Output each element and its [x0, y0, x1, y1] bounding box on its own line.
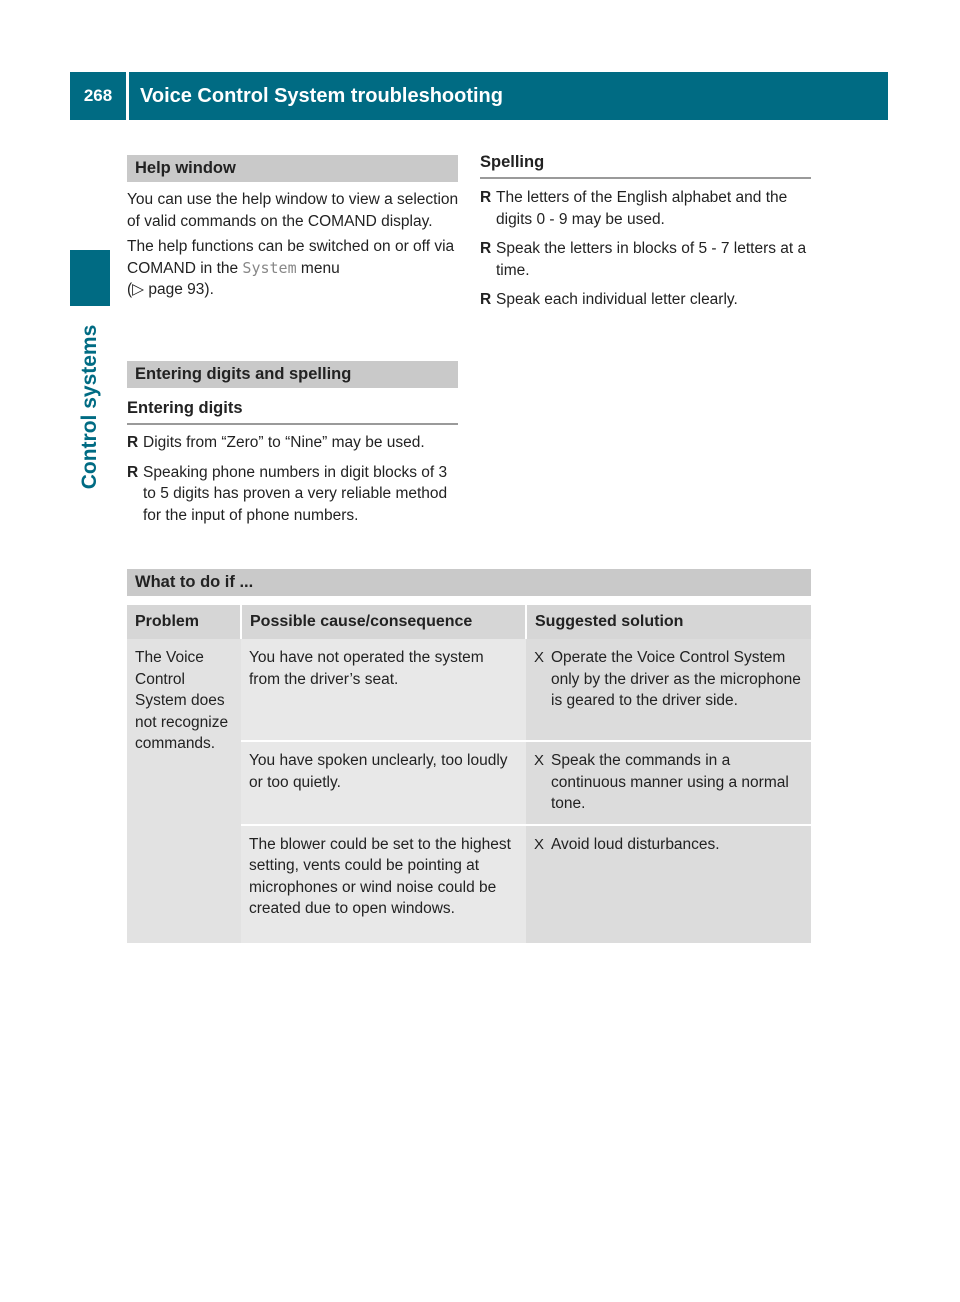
entering-digits-list [127, 432, 461, 534]
action-arrow-icon: X [534, 752, 545, 769]
help-window-heading: Help window [127, 155, 458, 182]
bullet-icon: R [480, 240, 492, 257]
list-item: R Speak the letters in blocks of 5 - 7 letters at a time. [480, 240, 807, 279]
list-item: R Digits from “Zero” to “Nine” may be used. [127, 432, 461, 454]
help-window-body [127, 189, 461, 301]
spelling-list [480, 187, 814, 319]
cause-cell: The blower could be set to the highest setting, vents could be pointing at microphones or wind noise could be created due to open windows. [241, 825, 526, 943]
table-header-row [127, 605, 811, 639]
digits-spelling-heading: Entering digits and spelling [127, 361, 458, 388]
bullet-icon: R [127, 434, 139, 451]
what-to-do-heading: What to do if ... [127, 569, 811, 596]
cause-cell: You have spoken unclearly, too loudly or too quietly. [241, 741, 526, 825]
entering-digits-heading: Entering digits [127, 399, 458, 425]
list-item: R Speak each individual letter clearly. [480, 289, 814, 311]
page-title: Voice Control System troubleshooting [140, 85, 503, 107]
help-window-para2-text: The help functions can be switched on or off via COMAND in the [127, 238, 455, 277]
bullet-icon: R [127, 463, 139, 481]
bullet-icon: R [480, 291, 492, 308]
help-window-para2 [127, 236, 461, 301]
column-header-cause: Possible cause/consequence [241, 605, 526, 639]
action-arrow-icon: X [534, 835, 545, 853]
column-header-solution: Suggested solution [526, 605, 811, 639]
solution-cell: X Avoid loud disturbances. [526, 825, 811, 943]
help-window-para2-text-end: menu [296, 259, 340, 277]
cause-cell: You have not operated the system from the driver’s seat. [241, 639, 526, 741]
table-row [127, 639, 811, 741]
solution-cell: X Operate the Voice Control System only by the driver as the microphone is geared to the driver side. [526, 639, 811, 741]
list-item: R Speaking phone numbers in digit blocks of 3 to 5 digits has proven a very reliable method for the input of phone numbers. [127, 463, 448, 524]
system-menu-name: System [242, 258, 297, 277]
list-item: R The letters of the English alphabet and the digits 0 - 9 may be used. [480, 189, 788, 228]
column-header-problem: Problem [127, 605, 241, 639]
page-reference: (▷ page 93). [127, 281, 214, 298]
bullet-icon: R [480, 189, 492, 206]
page-number: 268 [83, 86, 113, 105]
solution-cell: X Speak the commands in a continuous manner using a normal tone. [526, 741, 811, 825]
spelling-heading: Spelling [480, 153, 811, 179]
side-tab [70, 312, 110, 502]
side-tab-marker [70, 250, 110, 306]
action-arrow-icon: X [534, 649, 545, 666]
problem-cell: The Voice Control System does not recognize commands. [127, 639, 241, 943]
troubleshooting-table [127, 605, 811, 943]
side-tab-label: Control systems [78, 324, 101, 490]
help-window-para1: You can use the help window to view a selection of valid commands on the COMAND display. [127, 191, 459, 230]
